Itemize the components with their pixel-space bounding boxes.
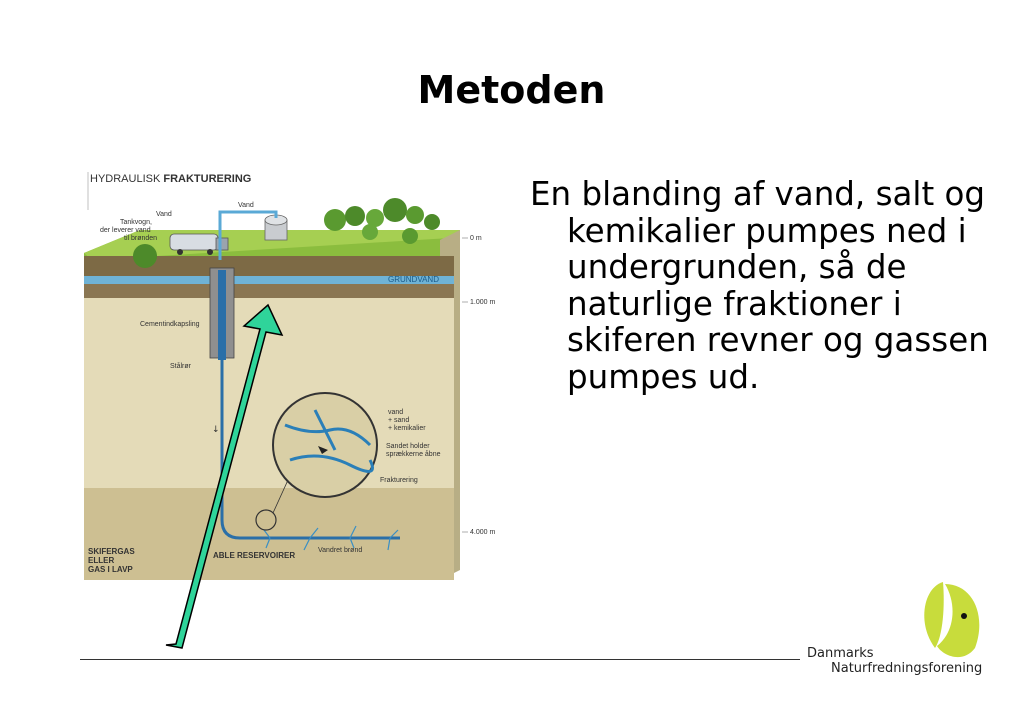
svg-text:↓: ↓ <box>212 425 220 435</box>
svg-text:Tankvogn,: Tankvogn, <box>120 219 152 226</box>
svg-text:1.000 m: 1.000 m <box>470 299 496 306</box>
slide-title: Metoden <box>417 68 606 112</box>
svg-text:Vand: Vand <box>156 211 172 218</box>
logo-text-danmarks: Danmarks <box>807 646 874 661</box>
svg-text:til brønden: til brønden <box>124 235 158 242</box>
hydraulic-fracturing-diagram <box>70 160 510 660</box>
svg-text:+ kemikalier: + kemikalier <box>388 425 426 432</box>
svg-text:Cementindkapsling: Cementindkapsling <box>140 321 200 328</box>
svg-text:der leverer vand: der leverer vand <box>100 227 151 234</box>
svg-text:vand: vand <box>388 409 404 416</box>
svg-text:sprækkerne åbne: sprækkerne åbne <box>386 451 441 458</box>
grundvand-label: GRUNDVAND <box>388 275 439 284</box>
footer-divider <box>80 659 800 660</box>
svg-text:Frakturering: Frakturering <box>380 477 418 484</box>
diagram-heading: HYDRAULISK FRAKTURERING <box>90 173 252 185</box>
svg-text:Vandret brønd: Vandret brønd <box>318 547 363 554</box>
svg-text:SKIFERGAS: SKIFERGAS <box>88 547 135 556</box>
svg-text:ABLE RESERVOIRER: ABLE RESERVOIRER <box>213 551 296 560</box>
storage-tank <box>265 215 287 240</box>
logo-text-naturfredningsforening: Naturfredningsforening <box>831 661 983 676</box>
svg-text:4.000 m: 4.000 m <box>470 529 496 536</box>
svg-text:Vand: Vand <box>238 202 254 209</box>
svg-text:0 m: 0 m <box>470 235 482 242</box>
svg-text:Stålrør: Stålrør <box>170 363 191 370</box>
svg-text:ELLER: ELLER <box>88 556 115 565</box>
slide-body-text: En blanding af vand, salt og kemikalier pumpes ned i undergrunden, så de naturlige fraktioner i skiferen revner og gassen pumpes ud. <box>530 175 989 396</box>
zoom-circle <box>273 393 377 497</box>
svg-text:Sandet holder: Sandet holder <box>386 443 430 450</box>
svg-text:GAS I LAVP: GAS I LAVP <box>88 565 133 574</box>
depth-scale <box>462 238 468 532</box>
svg-text:+ sand: + sand <box>388 417 410 424</box>
